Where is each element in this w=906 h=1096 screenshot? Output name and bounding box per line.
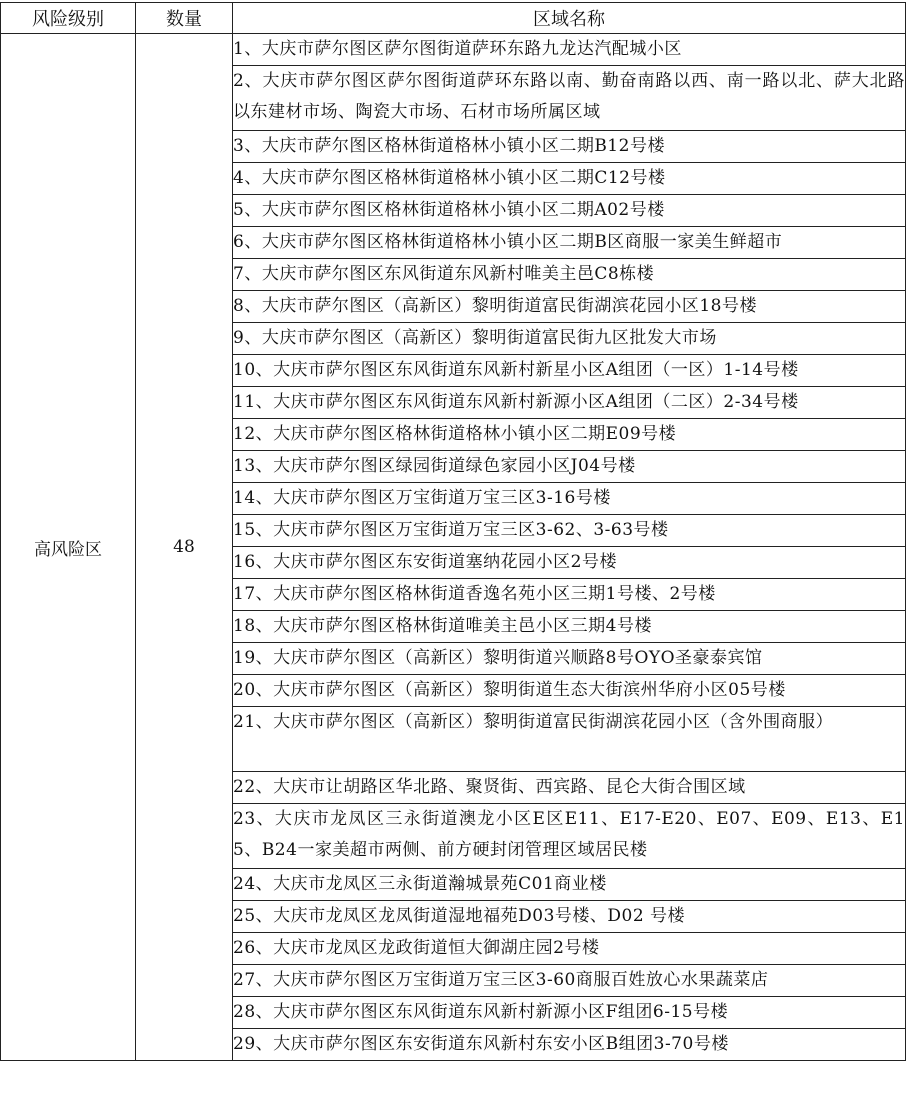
area-name-cell: 3、大庆市萨尔图区格林街道格林小镇小区二期B12号楼: [233, 131, 906, 163]
table-row: [1, 34, 906, 66]
area-name-cell: 20、大庆市萨尔图区（高新区）黎明街道生态大街滨州华府小区05号楼: [233, 675, 906, 707]
area-name-cell: 6、大庆市萨尔图区格林街道格林小镇小区二期B区商服一家美生鲜超市: [233, 227, 906, 259]
area-name-cell: 9、大庆市萨尔图区（高新区）黎明街道富民街九区批发大市场: [233, 323, 906, 355]
area-name-cell: 25、大庆市龙凤区龙凤街道湿地福苑D03号楼、D02 号楼: [233, 901, 906, 933]
area-name-cell: 12、大庆市萨尔图区格林街道格林小镇小区二期E09号楼: [233, 419, 906, 451]
area-name-cell: 24、大庆市龙凤区三永街道瀚城景苑C01商业楼: [233, 869, 906, 901]
area-name-cell: 26、大庆市龙凤区龙政街道恒大御湖庄园2号楼: [233, 933, 906, 965]
area-name-cell: 7、大庆市萨尔图区东风街道东风新村唯美主邑C8栋楼: [233, 259, 906, 291]
area-name-cell: 4、大庆市萨尔图区格林街道格林小镇小区二期C12号楼: [233, 163, 906, 195]
area-name-cell: 8、大庆市萨尔图区（高新区）黎明街道富民街湖滨花园小区18号楼: [233, 291, 906, 323]
area-name-cell: 29、大庆市萨尔图区东安街道东风新村东安小区B组团3-70号楼: [233, 1029, 906, 1061]
area-name-cell: 23、大庆市龙凤区三永街道澳龙小区E区E11、E17-E20、E07、E09、E13、E15、B24一家美超市两侧、前方硬封闭管理区域居民楼: [233, 804, 906, 869]
area-name-cell: 5、大庆市萨尔图区格林街道格林小镇小区二期A02号楼: [233, 195, 906, 227]
header-risk-level: 风险级别: [1, 3, 136, 34]
table-body: [1, 34, 906, 1061]
area-name-cell: 2、大庆市萨尔图区萨尔图街道萨环东路以南、勤奋南路以西、南一路以北、萨大北路以东建材市场、陶瓷大市场、石材市场所属区域: [233, 66, 906, 131]
header-count: 数量: [136, 3, 233, 34]
area-name-cell: 11、大庆市萨尔图区东风街道东风新村新源小区A组团（二区）2-34号楼: [233, 387, 906, 419]
risk-area-table: [0, 2, 906, 1061]
risk-level-cell: 高风险区: [1, 34, 136, 1061]
header-area-name: 区域名称: [233, 3, 906, 34]
area-name-cell: 21、大庆市萨尔图区（高新区）黎明街道富民街湖滨花园小区（含外围商服）: [233, 707, 906, 772]
area-name-cell: 28、大庆市萨尔图区东风街道东风新村新源小区F组团6-15号楼: [233, 997, 906, 1029]
area-name-cell: 27、大庆市萨尔图区万宝街道万宝三区3-60商服百姓放心水果蔬菜店: [233, 965, 906, 997]
area-name-cell: 17、大庆市萨尔图区格林街道香逸名苑小区三期1号楼、2号楼: [233, 579, 906, 611]
area-name-cell: 14、大庆市萨尔图区万宝街道万宝三区3-16号楼: [233, 483, 906, 515]
header-row: [1, 3, 906, 34]
area-name-cell: 10、大庆市萨尔图区东风街道东风新村新星小区A组团（一区）1-14号楼: [233, 355, 906, 387]
area-name-cell: 22、大庆市让胡路区华北路、聚贤街、西宾路、昆仑大街合围区域: [233, 772, 906, 804]
area-name-cell: 1、大庆市萨尔图区萨尔图街道萨环东路九龙达汽配城小区: [233, 34, 906, 66]
count-cell: 48: [136, 34, 233, 1061]
area-name-cell: 19、大庆市萨尔图区（高新区）黎明街道兴顺路8号OYO圣豪泰宾馆: [233, 643, 906, 675]
area-name-cell: 18、大庆市萨尔图区格林街道唯美主邑小区三期4号楼: [233, 611, 906, 643]
area-name-cell: 15、大庆市萨尔图区万宝街道万宝三区3-62、3-63号楼: [233, 515, 906, 547]
area-name-cell: 16、大庆市萨尔图区东安街道塞纳花园小区2号楼: [233, 547, 906, 579]
area-name-cell: 13、大庆市萨尔图区绿园街道绿色家园小区J04号楼: [233, 451, 906, 483]
